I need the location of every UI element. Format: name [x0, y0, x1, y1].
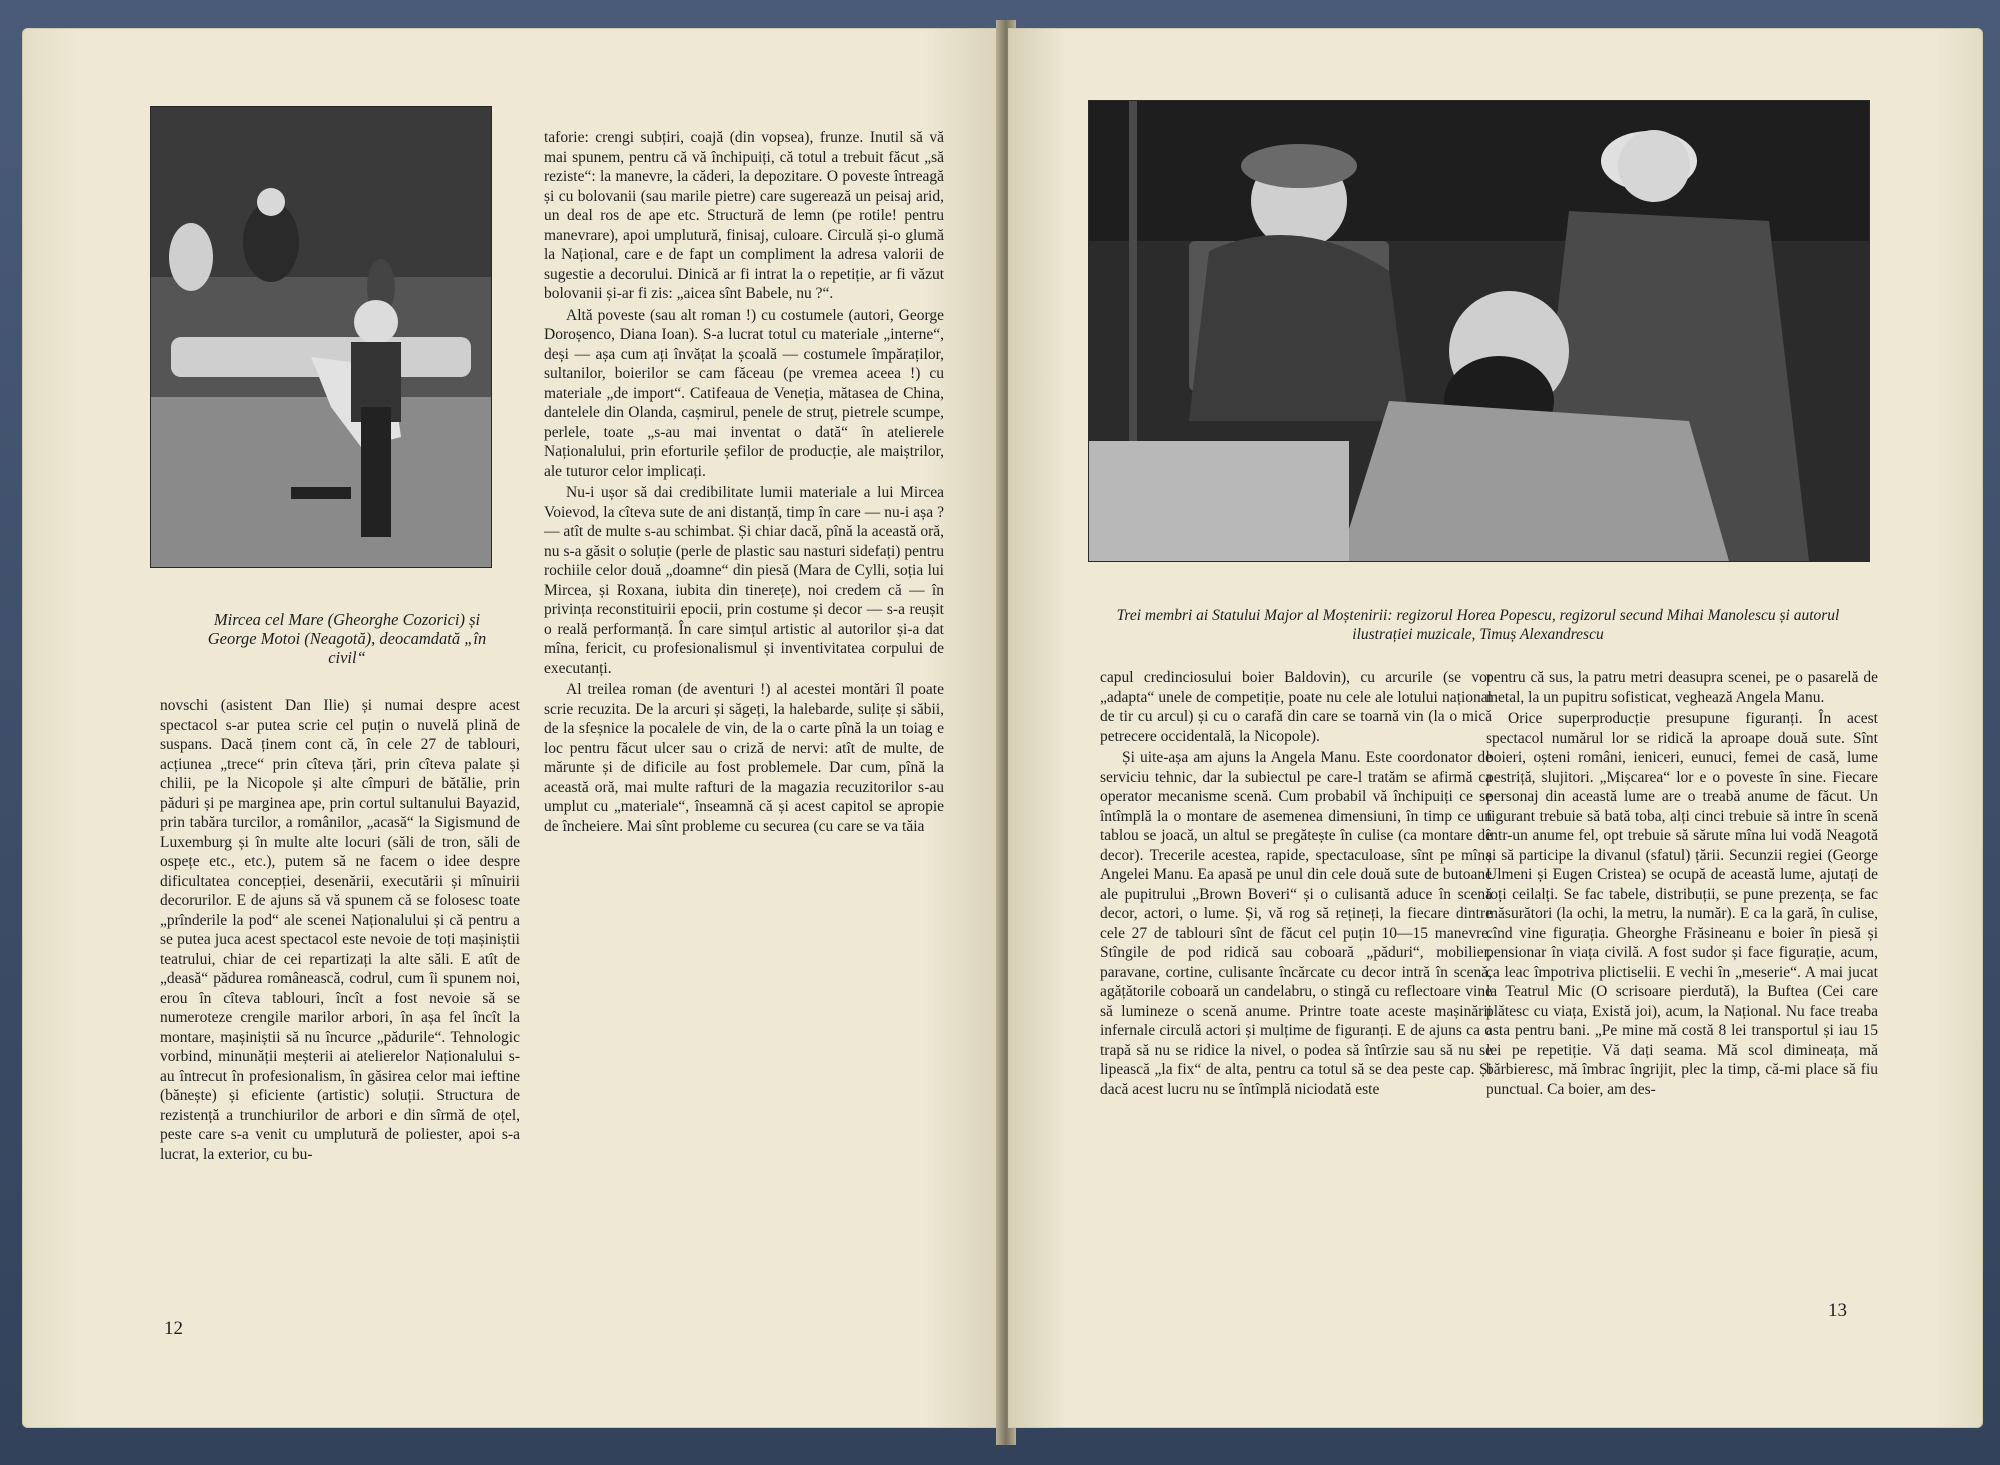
paragraph: Al treilea roman (de aventuri !) al acestei montări îl poate scrie recuzita. De la arcuri și săgeți, la halebarde, sulițe și săbii, de la sfeșnice la pocalele de vin, de la o carte pînă la un toiag e loc pentru făcut ulcer sau o criză de nervi: atît de multe, de mărunte și de dificile au fost problemele. Dar cum, pînă la această oră, mai multe rafturi de la magazia recuzitorilor s-au umplut cu „materiale“, înseamnă că și acest capitol se apropie de încheiere. Mai sînt probleme cu securea (cu care se va tăia — [544, 681, 944, 835]
paragraph: Nu-i ușor să dai credibilitate lumii materiale a lui Mircea Voievod, la cîteva sute de ani distanță, timp în care — nu-i așa ? — atît de multe s-au schimbat. Și chiar dacă, pînă la această oră, nu s-a găsit o soluție (perle de plastic sau nasturi sidefați) pentru rochiile celor două „doamne“ din piesă (Mara de Cylli, soția lui Mircea, și Roxana, iubita din tinerețe), noi credem că — în privința reconstituirii epocii, prin costume și decor — s-a reușit o reală performanță. În care simțul artistic al autorilor și-a dat mîna, fericit, cu profesionalismul și inventivitatea corpului de executanți. — [544, 484, 944, 677]
text-column-right-1 — [1100, 668, 1492, 1348]
photo-caption-right: Trei membri ai Statului Major al Moștenirii: regizorul Horea Popescu, regizorul secund Mihai Manolescu și autorul ilustrației muzicale, Timuș Alexandrescu — [1116, 607, 1840, 643]
left-page — [22, 28, 1002, 1428]
text-column-left-1 — [160, 696, 520, 1356]
photo-caption-left: Mircea cel Mare (Gheorghe Cozorici) și George Motoi (Neagotă), deocamdată „în civil“ — [207, 610, 487, 667]
paragraph: Și uite-așa am ajuns la Angela Manu. Este coordonator de serviciu tehnic, dar la subiectul pe care-l tratăm se afirmă ca operator mecanisme scenă. Cum probabil vă închipuiți ce se întîmplă la o montare de asemenea dimensiuni, în timp ce un tablou se joacă, un altul se pregătește în culise (ca montare de decor). Trecerile acestea, rapide, spectaculoase, sînt pe mîna Angelei Manu. Ea apasă pe unul din cele două sute de butoane ale pupitrului „Brown Boveri“ și o culisantă aduce în scenă decor, actori, o lume. Și, vă rog să rețineți, la fiecare dintre cele 27 de tablouri sînt de făcut cel puțin 10—15 manevre. Stîngile de pod ridică sau coboară „păduri“, mobilier, paravane, cortine, culisante încărcate cu decor intră în scenă, agățătorile coboară un candelabru, o stingă cu reflectoare vine să lumineze o scenă anume. Printre toate aceste mașinării infernale circulă actori și mulțime de figuranți. E de ajuns ca o trapă să nu se ridice la nivel, o podea să întîrzie sau să nu se lipească „la fix“ de alta, pentru ca totul să se dea peste cap. Și dacă acest lucru nu se întîmplă niciodată este — [1100, 749, 1492, 1098]
stage-photo-right — [1088, 100, 1870, 562]
right-page — [1008, 28, 1983, 1428]
paragraph: novschi (asistent Dan Ilie) și numai despre acest spectacol s-ar putea scrie cel puțin o nuvelă plină de suspans. Dacă ținem cont că, în cele 27 de tablouri, acțiunea „trece“ prin cîteva țări, prin cîteva palate și chilii, pe la Nicopole și alte cîmpuri de bătălie, prin păduri și pe marginea ape, prin cortul sultanului Bayazid, prin tabăra turcilor, a românilor, „acasă“ la Sigismund de Luxemburg și în multe alte locuri (săli de tron, săli de ospețe etc., etc.), putem să ne facem o idee despre dificultatea concepției, desenării, executării și mînuirii decorurilor. E de ajuns să vă spunem că se folosesc toate „prînderile la pod“ ale scenei Naționalului și că pentru a se putea juca acest spectacol este nevoie de toți mașiniștii teatrului, chiar de cei repartizați la alte săli. E atît de „deasă“ pădurea românească, codrul, cum îi spunem noi, erou în cîteva tablouri, încît a fost nevoie să se numeroteze crengile marilor arbori, în așa fel încît la montare, mașiniștii să nu încurce „pădurile“. Tehnologic vorbind, minunății meșterii ai atelierelor Naționalului s-au întrecut în profesionalism, în găsirea celor mai ieftine (bănește) și eficiente (artistic) soluții. Structura de rezistență a trunchiurilor de arbori e din sîrmă de oțel, peste care s-a venit cu umplutură de poliester, apoi s-a lucrat, la exterior, cu bu- — [160, 697, 520, 1163]
paragraph: pentru că sus, la patru metri deasupra scenei, pe o pasarelă de metal, la un pupitru sofisticat, veghează Angela Manu. — [1486, 669, 1878, 706]
paragraph: Altă poveste (sau alt roman !) cu costumele (autori, George Doroșenco, Diana Ioan). S-a lucrat totul cu materiale „interne“, deși — așa cum ați învățat la școală — costumele împăraților, sultanilor, boierilor se cam făceau (pe vremea aceea !) cu materiale „de import“. Catifeaua de Veneția, mătasea de China, dantelele din Olanda, cașmirul, penele de struț, pietrele scumpe, perlele, toate „s-au mai inventat o dată“ în atelierele Naționalului, prin eforturile șefilor de producție, ale maiștrilor, ale tuturor celor implicați. — [544, 306, 944, 480]
paragraph: capul credinciosului boier Baldovin), cu arcurile (se vor „adapta“ unele de competiție, poate nu cele ale lotului național de tir cu arcul) și cu o carafă din care se toarnă vin (la o mică petrecere occidentală, la Nicopole). — [1100, 669, 1492, 745]
text-column-right-2 — [1486, 668, 1878, 1348]
text-column-left-2 — [544, 128, 944, 1358]
page-number-left: 12 — [164, 1318, 183, 1339]
paragraph: taforie: crengi subțiri, coajă (din vopsea), frunze. Inutil să vă mai spunem, pentru că vă închipuiți, că totul a trebuit făcut „să reziste“: la manevre, la căderi, la depozitare. O poveste întreagă și cu bolovanii (sau marile pietre) care sugerează un peisaj arid, un deal ros de ape etc. Structură de lemn (pe rotile! pentru manevrare), apoi umplutură, finisaj, culoare. Circulă și-o glumă la Național, care e de fapt un compliment la adresa valorii de sugestie a decorului. Dinică ar fi intrat la o repetiție, ar fi văzut bolovanii și-ar fi zis: „aicea sînt Babele, nu ?“. — [544, 129, 944, 302]
stage-photo-left — [150, 106, 492, 568]
page-number-right: 13 — [1828, 1300, 1847, 1321]
paragraph: Orice superproducție presupune figuranți. În acest spectacol numărul lor se ridică la aproape două sute. Sînt boieri, oșteni români, ieniceri, eunuci, femei de casă, lume pestriță, slujitori. „Mișcarea“ lor e o poveste în sine. Fiecare personaj din această lume are o treabă anume de făcut. Un figurant trebuie să bată toba, alți cinci trebuie să intre în scenă într-un anume fel, opt trebuie să sărute mîna lui vodă Neagotă și să participe la divanul (sfatul) țării. Secunzii regiei (George Ulmeni și Eugen Cristea) se ocupă de această lume, ajutați de toți ceilalți. Se fac tabele, distribuții, se pune prezența, se fac măsurători (la ochi, la metru, la număr). E ca la gară, în culise, cînd vine figurația. Gheorghe Frăsineanu e boier în piesă și pensionar în viața civilă. A fost sudor și face figurație, acum, ca leac împotriva plictiselii. E vechi în „meserie“. A mai jucat la Teatrul Mic (O scrisoare pierdută), la Buftea (Cei care plătesc cu viața, Există joi), acum, la Național. Nu face treaba asta pentru bani. „Pe mine mă costă 8 lei transportul și iau 15 lei pe repetiție. Vă dați seama. Mă scol dimineața, mă bărbieresc, mă îmbrac îngrijit, plec la timp, că-mi place să fiu punctual. Ca boier, am des- — [1486, 710, 1878, 1098]
